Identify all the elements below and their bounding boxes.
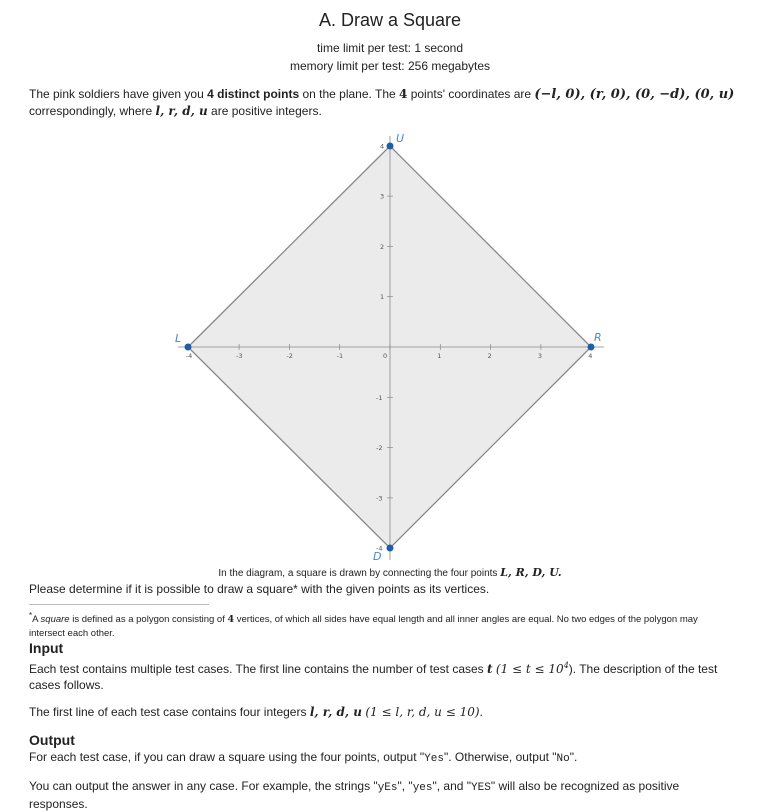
diagram-caption: In the diagram, a square is drawn by connecting the four points L, R, D, U. (218, 566, 562, 579)
memory-limit: memory limit per test: 256 megabytes (289, 59, 491, 73)
x-tick-label: 4 (588, 352, 593, 360)
input-heading: Input (29, 640, 64, 656)
x-tick-label: 0 (383, 352, 388, 360)
point-r (588, 344, 595, 351)
y-tick-label: -2 (376, 444, 383, 453)
x-tick-label: -3 (236, 352, 243, 360)
y-tick-label: 1 (380, 293, 385, 302)
point-l (185, 344, 192, 351)
x-tick-label: -2 (286, 352, 293, 360)
label-u: U (396, 132, 405, 145)
label-r: R (594, 331, 602, 344)
statement-intro: The pink soldiers have given you 4 distinct points on the plane. The 4 points' coordinates are (−l, 0), (r, 0), (0, −d), (0, u) correspondingly, where l, r, d, u are positive integers. (29, 87, 735, 118)
input-paragraph-1: Each test contains multiple test cases. The first line contains the number of test cases t $(1 \le t \le 10^4)$. The description of the test cases follows. (29, 661, 718, 692)
point-u (387, 143, 394, 150)
x-tick-label: -4 (185, 352, 193, 360)
problem-title: A. Draw a Square (318, 10, 462, 30)
question-text: Please determine if it is possible to draw a square* with the given points as its vertices. (29, 582, 490, 596)
label-l: L (175, 332, 182, 345)
x-tick-label: 2 (487, 352, 492, 360)
x-tick-label: -1 (336, 352, 344, 360)
footnote: *A square is defined as a polygon consisting of 4 vertices, of which all sides have equal length and all inner angles are equal. No two edges of the polygon may intersect each other. (29, 611, 698, 640)
footnote-divider (29, 604, 209, 605)
x-tick-label: 3 (537, 352, 543, 360)
time-limit: time limit per test: 1 second (316, 41, 464, 55)
x-tick-label: 1 (437, 352, 442, 360)
y-tick-label: -4 (376, 544, 383, 553)
y-tick-label: 2 (380, 242, 385, 251)
label-d: D (373, 550, 382, 563)
y-tick-label: 3 (380, 192, 385, 201)
output-heading: Output (29, 732, 75, 748)
output-paragraph-1: For each test case, if you can draw a square using the four points, output "Yes". Otherwise, output "No". (29, 750, 578, 765)
input-paragraph-2: The first line of each test case contains four integers l, r, d, u (1 ≤ l, r, d, u ≤ 10). (29, 705, 483, 719)
y-tick-label: 4 (380, 142, 385, 151)
y-tick-label: -3 (376, 494, 383, 503)
output-paragraph-2: You can output the answer in any case. For example, the strings "yEs", "yes", and "YES" will also be recognized as positive responses. (29, 779, 680, 811)
y-tick-label: -1 (376, 393, 383, 402)
point-d (387, 545, 394, 552)
